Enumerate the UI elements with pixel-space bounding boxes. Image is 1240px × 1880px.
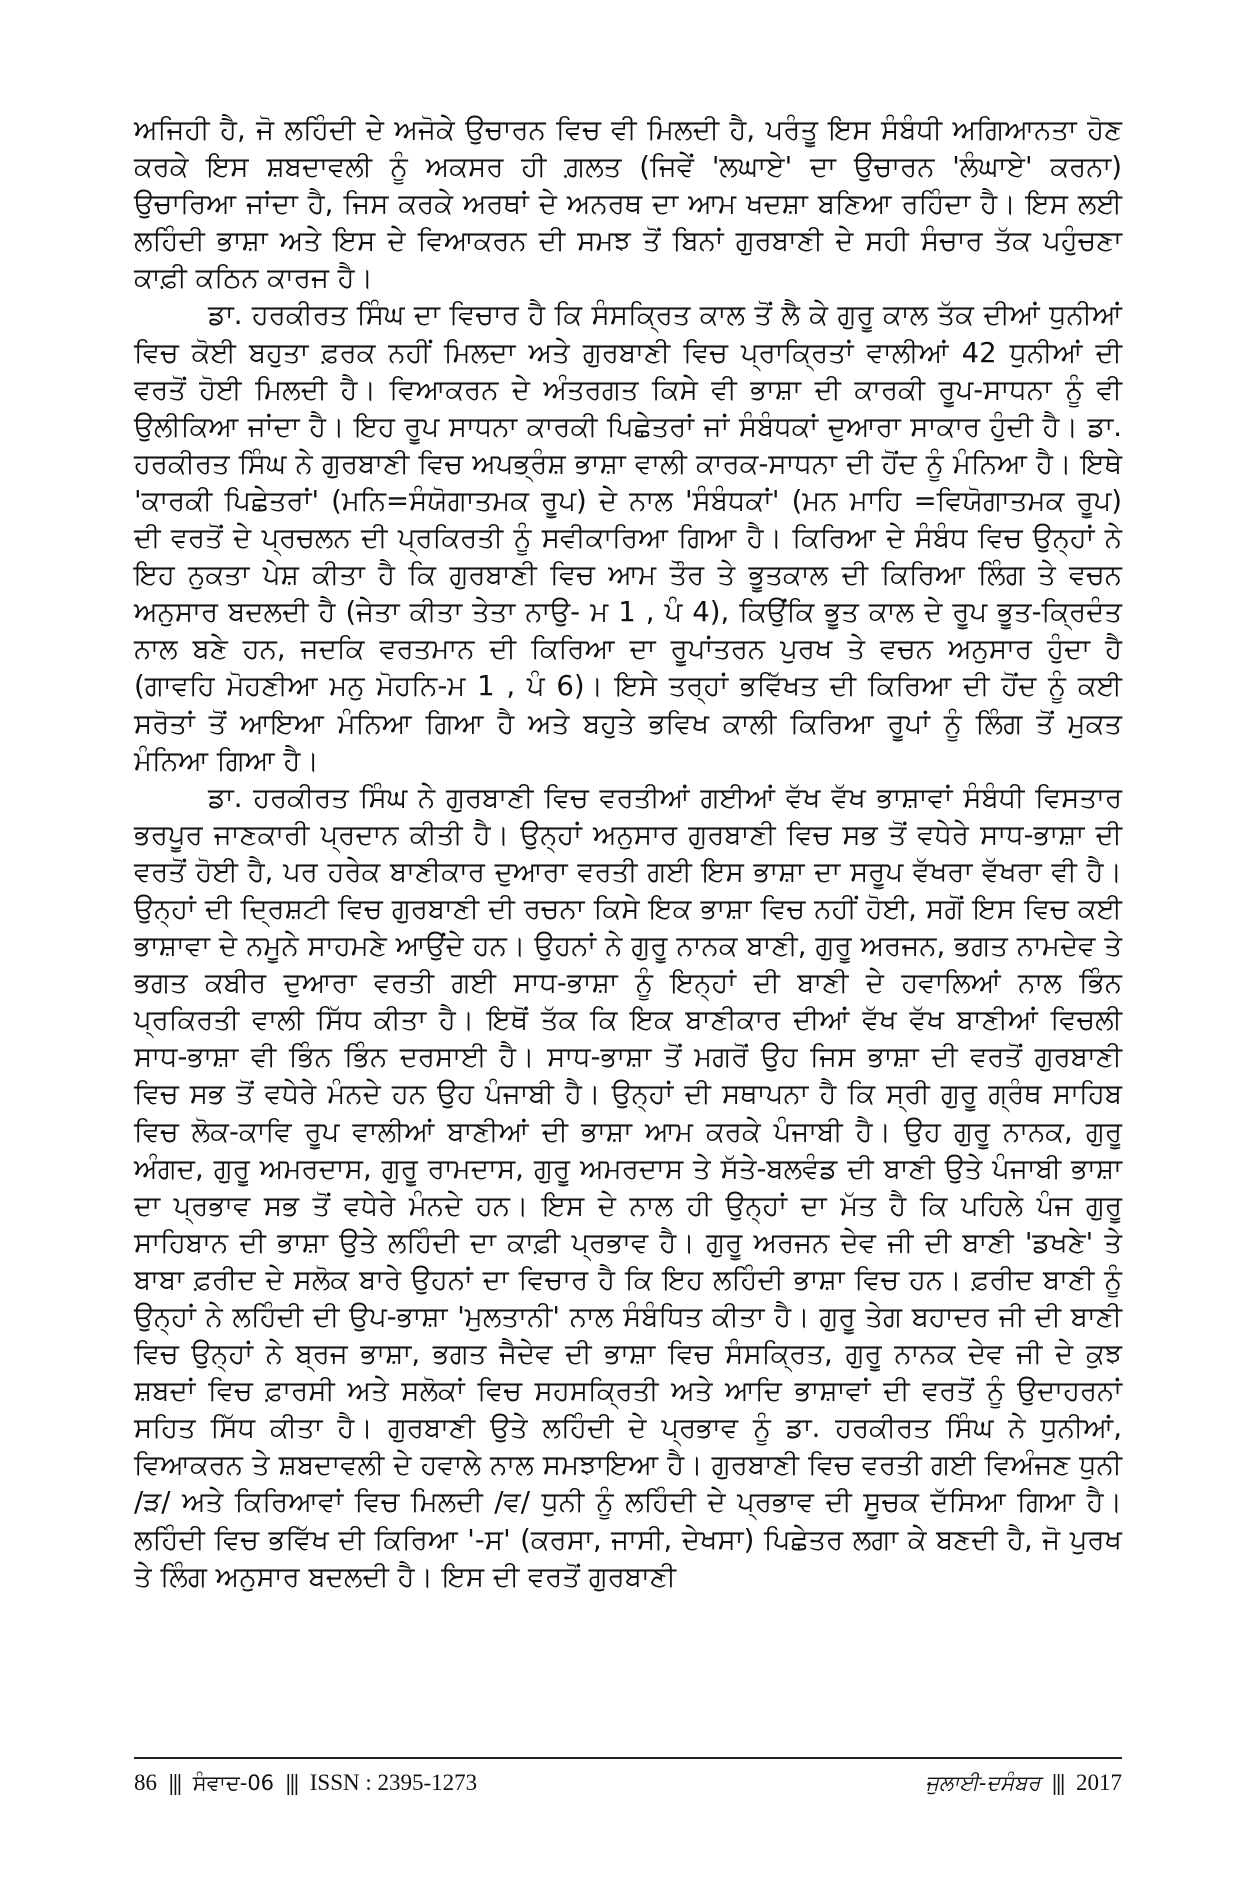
page-number: 86	[134, 1770, 157, 1795]
footer-separator: |||	[285, 1770, 298, 1795]
paragraph-harkirat-phonology: ਡਾ. ਹਰਕੀਰਤ ਸਿੰਘ ਦਾ ਵਿਚਾਰ ਹੈ ਕਿ ਸੰਸਕ੍ਰਿਤ ਕਾਲ ਤੋਂ ਲੈ ਕੇ ਗੁਰੂ ਕਾਲ ਤੱਕ ਦੀਆਂ ਧੁਨੀਆਂ ਵਿਚ ਕੋਈ ਬਹੁਤਾ ਫ਼ਰਕ ਨਹੀਂ ਮਿਲਦਾ ਅਤੇ ਗੁਰਬਾਣੀ ਵਿਚ ਪ੍ਰਾਕ੍ਰਿਤਾਂ ਵਾਲੀਆਂ 42 ਧੁਨੀਆਂ ਦੀ ਵਰਤੋਂ ਹੋਈ ਮਿਲਦੀ ਹੈ। ਵਿਆਕਰਨ ਦੇ ਅੰਤਰਗਤ ਕਿਸੇ ਵੀ ਭਾਸ਼ਾ ਦੀ ਕਾਰਕੀ ਰੂਪ-ਸਾਧਨਾ ਨੂੰ ਵੀ ਉਲੀਕਿਆ ਜਾਂਦਾ ਹੈ। ਇਹ ਰੂਪ ਸਾਧਨਾ ਕਾਰਕੀ ਪਿਛੇਤਰਾਂ ਜਾਂ ਸੰਬੰਧਕਾਂ ਦੁਆਰਾ ਸਾਕਾਰ ਹੁੰਦੀ ਹੈ। ਡਾ. ਹਰਕੀਰਤ ਸਿੰਘ ਨੇ ਗੁਰਬਾਣੀ ਵਿਚ ਅਪਭ੍ਰੰਸ਼ ਭਾਸ਼ਾ ਵਾਲੀ ਕਾਰਕ-ਸਾਧਨਾ ਦੀ ਹੋਂਦ ਨੂੰ ਮੰਨਿਆ ਹੈ। ਇਥੇ 'ਕਾਰਕੀ ਪਿਛੇਤਰਾਂ' (ਮਨਿ=ਸੰਯੋਗਾਤਮਕ ਰੂਪ) ਦੇ ਨਾਲ 'ਸੰਬੰਧਕਾਂ' (ਮਨ ਮਾਹਿ =ਵਿਯੋਗਾਤਮਕ ਰੂਪ) ਦੀ ਵਰਤੋਂ ਦੇ ਪ੍ਰਚਲਨ ਦੀ ਪ੍ਰਕਿਰਤੀ ਨੂੰ ਸਵੀਕਾਰਿਆ ਗਿਆ ਹੈ। ਕਿਰਿਆ ਦੇ ਸੰਬੰਧ ਵਿਚ ਉਨ੍ਹਾਂ ਨੇ ਇਹ ਨੁਕਤਾ ਪੇਸ਼ ਕੀਤਾ ਹੈ ਕਿ ਗੁਰਬਾਣੀ ਵਿਚ ਆਮ ਤੌਰ ਤੇ ਭੂਤਕਾਲ ਦੀ ਕਿਰਿਆ ਲਿੰਗ ਤੇ ਵਚਨ ਅਨੁਸਾਰ ਬਦਲਦੀ ਹੈ (ਜੇਤਾ ਕੀਤਾ ਤੇਤਾ ਨਾਉ- ਮ 1 , ਪੰ 4), ਕਿਉਂਕਿ ਭੂਤ ਕਾਲ ਦੇ ਰੂਪ ਭੂਤ-ਕ੍ਰਿਦੰਤ ਨਾਲ ਬਣੇ ਹਨ, ਜਦਕਿ ਵਰਤਮਾਨ ਦੀ ਕਿਰਿਆ ਦਾ ਰੂਪਾਂਤਰਨ ਪੁਰਖ ਤੇ ਵਚਨ ਅਨੁਸਾਰ ਹੁੰਦਾ ਹੈ (ਗਾਵਹਿ ਮੋਹਣੀਆ ਮਨੁ ਮੋਹਨਿ-ਮ 1 , ਪੰ 6)। ਇਸੇ ਤਰ੍ਹਾਂ ਭਵਿੱਖਤ ਦੀ ਕਿਰਿਆ ਦੀ ਹੋਂਦ ਨੂੰ ਕਈ ਸਰੋਤਾਂ ਤੋਂ ਆਇਆ ਮੰਨਿਆ ਗਿਆ ਹੈ ਅਤੇ ਬਹੁਤੇ ਭਵਿਖ ਕਾਲੀ ਕਿਰਿਆ ਰੂਪਾਂ ਨੂੰ ਲਿੰਗ ਤੋਂ ਮੁਕਤ ਮੰਨਿਆ ਗਿਆ ਹੈ।	[134, 299, 1122, 777]
page-footer	[134, 1770, 1122, 1806]
issue-year: 2017	[1076, 1770, 1122, 1795]
journal-name: ਸੰਵਾਦ-06	[192, 1771, 275, 1795]
footer-left-group	[134, 1770, 477, 1796]
footer-right-group	[925, 1770, 1122, 1796]
issue-period: ਜੁਲਾਈ-ਦਸੰਬਰ	[925, 1771, 1041, 1795]
footer-divider	[134, 1757, 1122, 1759]
paragraph-continuation: ਅਜਿਹੀ ਹੈ, ਜੋ ਲਹਿੰਦੀ ਦੇ ਅਜੋਕੇ ਉਚਾਰਨ ਵਿਚ ਵੀ ਮਿਲਦੀ ਹੈ, ਪਰੰਤੂ ਇਸ ਸੰਬੰਧੀ ਅਗਿਆਨਤਾ ਹੋਣ ਕਰਕੇ ਇਸ ਸ਼ਬਦਾਵਲੀ ਨੂੰ ਅਕਸਰ ਹੀ ਗ਼ਲਤ (ਜਿਵੇਂ 'ਲਘਾਏ' ਦਾ ਉਚਾਰਨ 'ਲੰਘਾਏ' ਕਰਨਾ) ਉਚਾਰਿਆ ਜਾਂਦਾ ਹੈ, ਜਿਸ ਕਰਕੇ ਅਰਥਾਂ ਦੇ ਅਨਰਥ ਦਾ ਆਮ ਖਦਸ਼ਾ ਬਣਿਆ ਰਹਿੰਦਾ ਹੈ। ਇਸ ਲਈ ਲਹਿੰਦੀ ਭਾਸ਼ਾ ਅਤੇ ਇਸ ਦੇ ਵਿਆਕਰਨ ਦੀ ਸਮਝ ਤੋਂ ਬਿਨਾਂ ਗੁਰਬਾਣੀ ਦੇ ਸਹੀ ਸੰਚਾਰ ਤੱਕ ਪਹੁੰਚਣਾ ਕਾਫ਼ੀ ਕਠਿਨ ਕਾਰਜ ਹੈ।	[134, 114, 1122, 295]
footer-separator: |||	[1052, 1770, 1065, 1795]
issn-number: ISSN : 2395-1273	[309, 1770, 478, 1795]
footer-separator: |||	[168, 1770, 181, 1795]
article-body	[134, 112, 1122, 1596]
paragraph-harkirat-languages: ਡਾ. ਹਰਕੀਰਤ ਸਿੰਘ ਨੇ ਗੁਰਬਾਣੀ ਵਿਚ ਵਰਤੀਆਂ ਗਈਆਂ ਵੱਖ ਵੱਖ ਭਾਸ਼ਾਵਾਂ ਸੰਬੰਧੀ ਵਿਸਤਾਰ ਭਰਪੂਰ ਜਾਣਕਾਰੀ ਪ੍ਰਦਾਨ ਕੀਤੀ ਹੈ। ਉਨ੍ਹਾਂ ਅਨੁਸਾਰ ਗੁਰਬਾਣੀ ਵਿਚ ਸਭ ਤੋਂ ਵਧੇਰੇ ਸਾਧ-ਭਾਸ਼ਾ ਦੀ ਵਰਤੋਂ ਹੋਈ ਹੈ, ਪਰ ਹਰੇਕ ਬਾਣੀਕਾਰ ਦੁਆਰਾ ਵਰਤੀ ਗਈ ਇਸ ਭਾਸ਼ਾ ਦਾ ਸਰੂਪ ਵੱਖਰਾ ਵੱਖਰਾ ਵੀ ਹੈ। ਉਨ੍ਹਾਂ ਦੀ ਦ੍ਰਿਸ਼ਟੀ ਵਿਚ ਗੁਰਬਾਣੀ ਦੀ ਰਚਨਾ ਕਿਸੇ ਇਕ ਭਾਸ਼ਾ ਵਿਚ ਨਹੀਂ ਹੋਈ, ਸਗੋਂ ਇਸ ਵਿਚ ਕਈ ਭਾਸ਼ਾਵਾ ਦੇ ਨਮੂਨੇ ਸਾਹਮਣੇ ਆਉਂਦੇ ਹਨ। ਉਹਨਾਂ ਨੇ ਗੁਰੂ ਨਾਨਕ ਬਾਣੀ, ਗੁਰੂ ਅਰਜਨ, ਭਗਤ ਨਾਮਦੇਵ ਤੇ ਭਗਤ ਕਬੀਰ ਦੁਆਰਾ ਵਰਤੀ ਗਈ ਸਾਧ-ਭਾਸ਼ਾ ਨੂੰ ਇਨ੍ਹਾਂ ਦੀ ਬਾਣੀ ਦੇ ਹਵਾਲਿਆਂ ਨਾਲ ਭਿੰਨ ਪ੍ਰਕਿਰਤੀ ਵਾਲੀ ਸਿੱਧ ਕੀਤਾ ਹੈ। ਇਥੋਂ ਤੱਕ ਕਿ ਇਕ ਬਾਣੀਕਾਰ ਦੀਆਂ ਵੱਖ ਵੱਖ ਬਾਣੀਆਂ ਵਿਚਲੀ ਸਾਧ-ਭਾਸ਼ਾ ਵੀ ਭਿੰਨ ਭਿੰਨ ਦਰਸਾਈ ਹੈ। ਸਾਧ-ਭਾਸ਼ਾ ਤੋਂ ਮਗਰੋਂ ਉਹ ਜਿਸ ਭਾਸ਼ਾ ਦੀ ਵਰਤੋਂ ਗੁਰਬਾਣੀ ਵਿਚ ਸਭ ਤੋਂ ਵਧੇਰੇ ਮੰਨਦੇ ਹਨ ਉਹ ਪੰਜਾਬੀ ਹੈ। ਉਨ੍ਹਾਂ ਦੀ ਸਥਾਪਨਾ ਹੈ ਕਿ ਸ੍ਰੀ ਗੁਰੂ ਗ੍ਰੰਥ ਸਾਹਿਬ ਵਿਚ ਲੋਕ-ਕਾਵਿ ਰੂਪ ਵਾਲੀਆਂ ਬਾਣੀਆਂ ਦੀ ਭਾਸ਼ਾ ਆਮ ਕਰਕੇ ਪੰਜਾਬੀ ਹੈ। ਉਹ ਗੁਰੂ ਨਾਨਕ, ਗੁਰੂ ਅੰਗਦ, ਗੁਰੂ ਅਮਰਦਾਸ, ਗੁਰੂ ਰਾਮਦਾਸ, ਗੁਰੂ ਅਮਰਦਾਸ ਤੇ ਸੱਤੇ-ਬਲਵੰਡ ਦੀ ਬਾਣੀ ਉਤੇ ਪੰਜਾਬੀ ਭਾਸ਼ਾ ਦਾ ਪ੍ਰਭਾਵ ਸਭ ਤੋਂ ਵਧੇਰੇ ਮੰਨਦੇ ਹਨ। ਇਸ ਦੇ ਨਾਲ ਹੀ ਉਨ੍ਹਾਂ ਦਾ ਮੱਤ ਹੈ ਕਿ ਪਹਿਲੇ ਪੰਜ ਗੁਰੂ ਸਾਹਿਬਾਨ ਦੀ ਭਾਸ਼ਾ ਉਤੇ ਲਹਿੰਦੀ ਦਾ ਕਾਫ਼ੀ ਪ੍ਰਭਾਵ ਹੈ। ਗੁਰੂ ਅਰਜਨ ਦੇਵ ਜੀ ਦੀ ਬਾਣੀ 'ਡਖਣੇ' ਤੇ ਬਾਬਾ ਫ਼ਰੀਦ ਦੇ ਸਲੋਕ ਬਾਰੇ ਉਹਨਾਂ ਦਾ ਵਿਚਾਰ ਹੈ ਕਿ ਇਹ ਲਹਿੰਦੀ ਭਾਸ਼ਾ ਵਿਚ ਹਨ। ਫ਼ਰੀਦ ਬਾਣੀ ਨੂੰ ਉਨ੍ਹਾਂ ਨੇ ਲਹਿੰਦੀ ਦੀ ਉਪ-ਭਾਸ਼ਾ 'ਮੁਲਤਾਨੀ' ਨਾਲ ਸੰਬੰਧਿਤ ਕੀਤਾ ਹੈ। ਗੁਰੂ ਤੇਗ ਬਹਾਦਰ ਜੀ ਦੀ ਬਾਣੀ ਵਿਚ ਉਨ੍ਹਾਂ ਨੇ ਬ੍ਰਜ ਭਾਸ਼ਾ, ਭਗਤ ਜੈਦੇਵ ਦੀ ਭਾਸ਼ਾ ਵਿਚ ਸੰਸਕ੍ਰਿਤ, ਗੁਰੂ ਨਾਨਕ ਦੇਵ ਜੀ ਦੇ ਕੁਝ ਸ਼ਬਦਾਂ ਵਿਚ ਫ਼ਾਰਸੀ ਅਤੇ ਸਲੋਕਾਂ ਵਿਚ ਸਹਸਕ੍ਰਿਤੀ ਅਤੇ ਆਦਿ ਭਾਸ਼ਾਵਾਂ ਦੀ ਵਰਤੋਂ ਨੂੰ ਉਦਾਹਰਨਾਂ ਸਹਿਤ ਸਿੱਧ ਕੀਤਾ ਹੈ। ਗੁਰਬਾਣੀ ਉਤੇ ਲਹਿੰਦੀ ਦੇ ਪ੍ਰਭਾਵ ਨੂੰ ਡਾ. ਹਰਕੀਰਤ ਸਿੰਘ ਨੇ ਧੁਨੀਆਂ, ਵਿਆਕਰਨ ਤੇ ਸ਼ਬਦਾਵਲੀ ਦੇ ਹਵਾਲੇ ਨਾਲ ਸਮਝਾਇਆ ਹੈ। ਗੁਰਬਾਣੀ ਵਿਚ ਵਰਤੀ ਗਈ ਵਿਅੰਜਣ ਧੁਨੀ /ੜ/ ਅਤੇ ਕਿਰਿਆਵਾਂ ਵਿਚ ਮਿਲਦੀ /ਵ/ ਧੁਨੀ ਨੂੰ ਲਹਿੰਦੀ ਦੇ ਪ੍ਰਭਾਵ ਦੀ ਸੂਚਕ ਦੱਸਿਆ ਗਿਆ ਹੈ। ਲਹਿੰਦੀ ਵਿਚ ਭਵਿੱਖ ਦੀ ਕਿਰਿਆ '-ਸ' (ਕਰਸਾ, ਜਾਸੀ, ਦੇਖਸਾ) ਪਿਛੇਤਰ ਲਗਾ ਕੇ ਬਣਦੀ ਹੈ, ਜੋ ਪੁਰਖ ਤੇ ਲਿੰਗ ਅਨੁਸਾਰ ਬਦਲਦੀ ਹੈ। ਇਸ ਦੀ ਵਰਤੋਂ ਗੁਰਬਾਣੀ	[134, 781, 1122, 1593]
